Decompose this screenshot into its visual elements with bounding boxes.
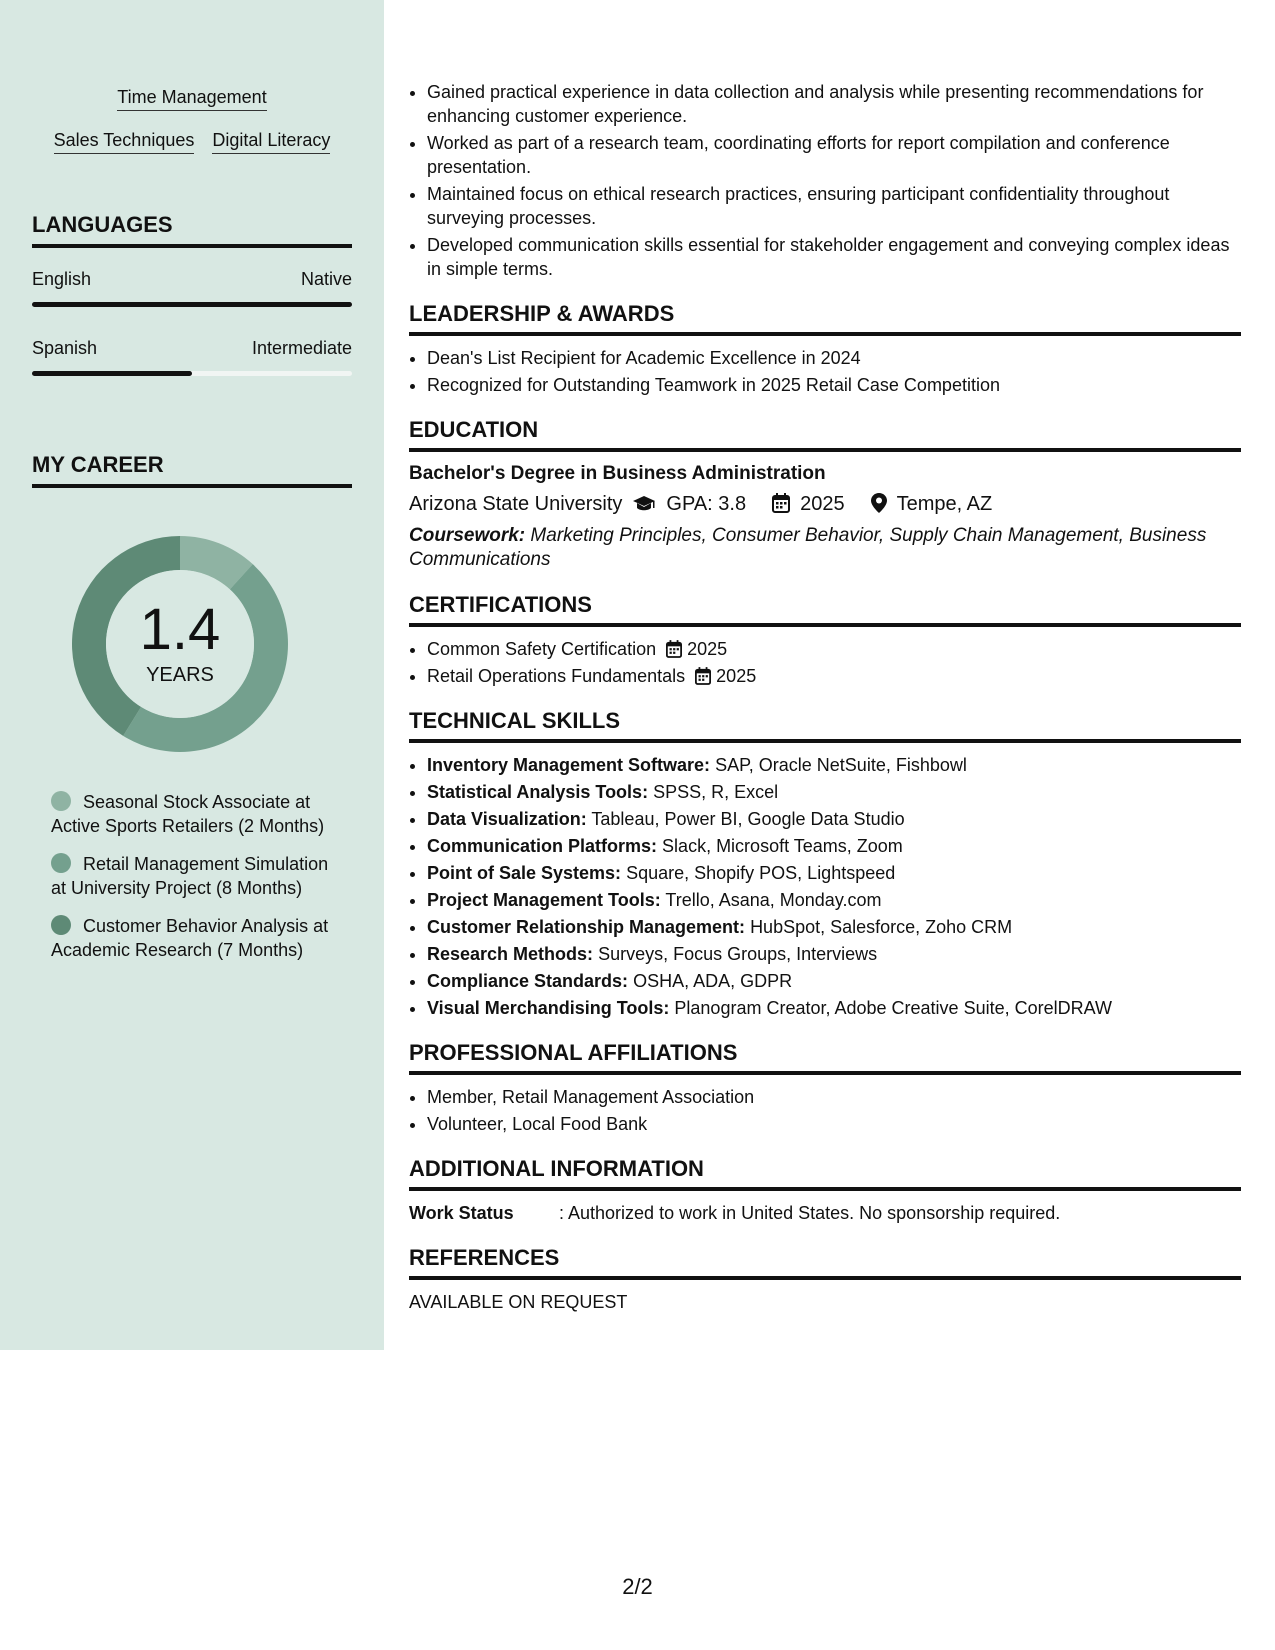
career-dot bbox=[51, 915, 71, 935]
graduation-year: 2025 bbox=[800, 493, 845, 515]
language-proficiency-bar bbox=[32, 302, 352, 307]
skill-label: Customer Relationship Management: bbox=[427, 917, 746, 937]
skill-value: OSHA, ADA, GDPR bbox=[633, 971, 793, 991]
degree-title: Bachelor's Degree in Business Administration bbox=[409, 463, 826, 484]
certification-name: Common Safety Certification bbox=[427, 639, 657, 659]
affiliation-item: • Volunteer, Local Food Bank bbox=[427, 1112, 1241, 1136]
certifications-heading: CERTIFICATIONS bbox=[409, 592, 1241, 627]
technical-skills-heading: TECHNICAL SKILLS bbox=[409, 708, 1241, 743]
skill-tag: Sales Techniques bbox=[54, 129, 195, 154]
skills-row bbox=[32, 86, 352, 111]
language-level: Native bbox=[300, 269, 352, 289]
language-name: English bbox=[32, 269, 92, 289]
school-location: Tempe, AZ bbox=[896, 493, 993, 515]
technical-skills-list bbox=[409, 753, 1241, 1020]
career-list bbox=[51, 790, 331, 976]
skills-row bbox=[32, 129, 352, 154]
skill-item bbox=[427, 942, 1241, 966]
references-heading: REFERENCES bbox=[409, 1245, 1241, 1280]
school-name: Arizona State University bbox=[409, 493, 623, 515]
leadership-heading: LEADERSHIP & AWARDS bbox=[409, 301, 1241, 336]
languages-heading: LANGUAGES bbox=[32, 212, 352, 248]
language-level: Intermediate bbox=[251, 338, 352, 358]
career-heading: MY CAREER bbox=[32, 452, 352, 488]
skill-value: Planogram Creator, Adobe Creative Suite, CorelDRAW bbox=[674, 998, 1112, 1018]
page-number: 2/2 bbox=[622, 1574, 653, 1599]
coursework-label: Coursework: bbox=[409, 525, 526, 546]
career-item-text: Seasonal Stock Associate at Active Sports Retailers (2 Months) bbox=[51, 792, 325, 836]
career-item bbox=[51, 790, 331, 838]
language-proficiency-fill bbox=[32, 302, 352, 307]
gpa: GPA: 3.8 bbox=[666, 493, 747, 515]
skill-label: Point of Sale Systems: bbox=[427, 863, 622, 883]
sidebar bbox=[0, 0, 384, 1350]
language-name: Spanish bbox=[32, 338, 98, 358]
graduation-cap-icon bbox=[632, 490, 656, 518]
references-text: AVAILABLE ON REQUEST bbox=[409, 1292, 628, 1312]
education-meta bbox=[409, 490, 1241, 518]
language-row bbox=[32, 268, 352, 307]
affiliation-item: • Member, Retail Management Association bbox=[427, 1085, 1241, 1109]
skill-label: Inventory Management Software: bbox=[427, 755, 711, 775]
skill-label: Research Methods: bbox=[427, 944, 594, 964]
certification-year: 2025 bbox=[716, 666, 757, 686]
career-item bbox=[51, 852, 331, 900]
skill-item bbox=[427, 753, 1241, 777]
certification-year: 2025 bbox=[687, 639, 728, 659]
skill-label: Project Management Tools: bbox=[427, 890, 661, 910]
career-dot bbox=[51, 791, 71, 811]
skill-label: Statistical Analysis Tools: bbox=[427, 782, 649, 802]
leadership-list bbox=[409, 346, 1241, 397]
affiliations-heading: PROFESSIONAL AFFILIATIONS bbox=[409, 1040, 1241, 1075]
language-proficiency-bar bbox=[32, 371, 352, 376]
skill-item bbox=[427, 780, 1241, 804]
language-row bbox=[32, 337, 352, 376]
career-item-text: Retail Management Simulation at University Project (8 Months) bbox=[51, 854, 329, 898]
education-heading: EDUCATION bbox=[409, 417, 1241, 452]
skill-label: Data Visualization: bbox=[427, 809, 587, 829]
skill-label: Communication Platforms: bbox=[427, 836, 658, 856]
skill-item bbox=[427, 807, 1241, 831]
skill-value: SAP, Oracle NetSuite, Fishbowl bbox=[715, 755, 967, 775]
skill-item bbox=[427, 888, 1241, 912]
skill-item bbox=[427, 996, 1241, 1020]
main-content bbox=[409, 80, 1241, 1314]
experience-bullets bbox=[409, 80, 1241, 281]
skills-tags bbox=[32, 86, 352, 172]
calendar-icon bbox=[695, 666, 711, 686]
skill-value: Surveys, Focus Groups, Interviews bbox=[598, 944, 878, 964]
language-proficiency-fill bbox=[32, 371, 192, 376]
certifications-list bbox=[409, 637, 1241, 688]
calendar-icon bbox=[772, 490, 790, 518]
map-pin-icon bbox=[871, 490, 887, 518]
award-item: • Recognized for Outstanding Teamwork in 2025 Retail Case Competition bbox=[427, 373, 1241, 397]
career-item bbox=[51, 914, 331, 962]
calendar-icon bbox=[666, 639, 682, 659]
coursework bbox=[409, 524, 1241, 572]
certification-name: Retail Operations Fundamentals bbox=[427, 666, 686, 686]
skill-value: HubSpot, Salesforce, Zoho CRM bbox=[750, 917, 1013, 937]
skill-label: Compliance Standards: bbox=[427, 971, 629, 991]
certification-item bbox=[427, 664, 1241, 688]
career-item-text: Customer Behavior Analysis at Academic Research (7 Months) bbox=[51, 916, 329, 960]
skill-value: Tableau, Power BI, Google Data Studio bbox=[591, 809, 905, 829]
skill-tag: Time Management bbox=[117, 86, 266, 111]
skill-item bbox=[427, 969, 1241, 993]
additional-info-heading: ADDITIONAL INFORMATION bbox=[409, 1156, 1241, 1191]
work-status-value: : Authorized to work in United States. No sponsorship required. bbox=[559, 1203, 1061, 1223]
skill-value: SPSS, R, Excel bbox=[653, 782, 779, 802]
award-item: • Dean's List Recipient for Academic Excellence in 2024 bbox=[427, 346, 1241, 370]
skill-value: Trello, Asana, Monday.com bbox=[665, 890, 882, 910]
experience-bullet: • Worked as part of a research team, coordinating efforts for report compilation and conference presentation. bbox=[427, 131, 1241, 179]
work-status-label: Work Status bbox=[409, 1203, 514, 1223]
affiliations-list bbox=[409, 1085, 1241, 1136]
skill-value: Slack, Microsoft Teams, Zoom bbox=[662, 836, 903, 856]
skill-item bbox=[427, 861, 1241, 885]
skill-item bbox=[427, 915, 1241, 939]
experience-bullet: • Maintained focus on ethical research practices, ensuring participant confidentiality throughout surveying processes. bbox=[427, 182, 1241, 230]
career-donut-center bbox=[66, 530, 294, 758]
experience-bullet: • Gained practical experience in data collection and analysis while presenting recommendations for enhancing customer experience. bbox=[427, 80, 1241, 128]
coursework-list: Marketing Principles, Consumer Behavior, Supply Chain Management, Business Communications bbox=[409, 525, 1207, 570]
skill-tag: Digital Literacy bbox=[212, 129, 330, 154]
experience-bullet: • Developed communication skills essential for stakeholder engagement and conveying complex ideas in simple terms. bbox=[427, 233, 1241, 281]
work-status-row bbox=[409, 1201, 1241, 1225]
skill-label: Visual Merchandising Tools: bbox=[427, 998, 670, 1018]
skill-value: Square, Shopify POS, Lightspeed bbox=[626, 863, 896, 883]
certification-item bbox=[427, 637, 1241, 661]
skill-item bbox=[427, 834, 1241, 858]
career-dot bbox=[51, 853, 71, 873]
career-total-unit: YEARS bbox=[146, 664, 214, 686]
career-total-years: 1.4 bbox=[139, 597, 221, 662]
